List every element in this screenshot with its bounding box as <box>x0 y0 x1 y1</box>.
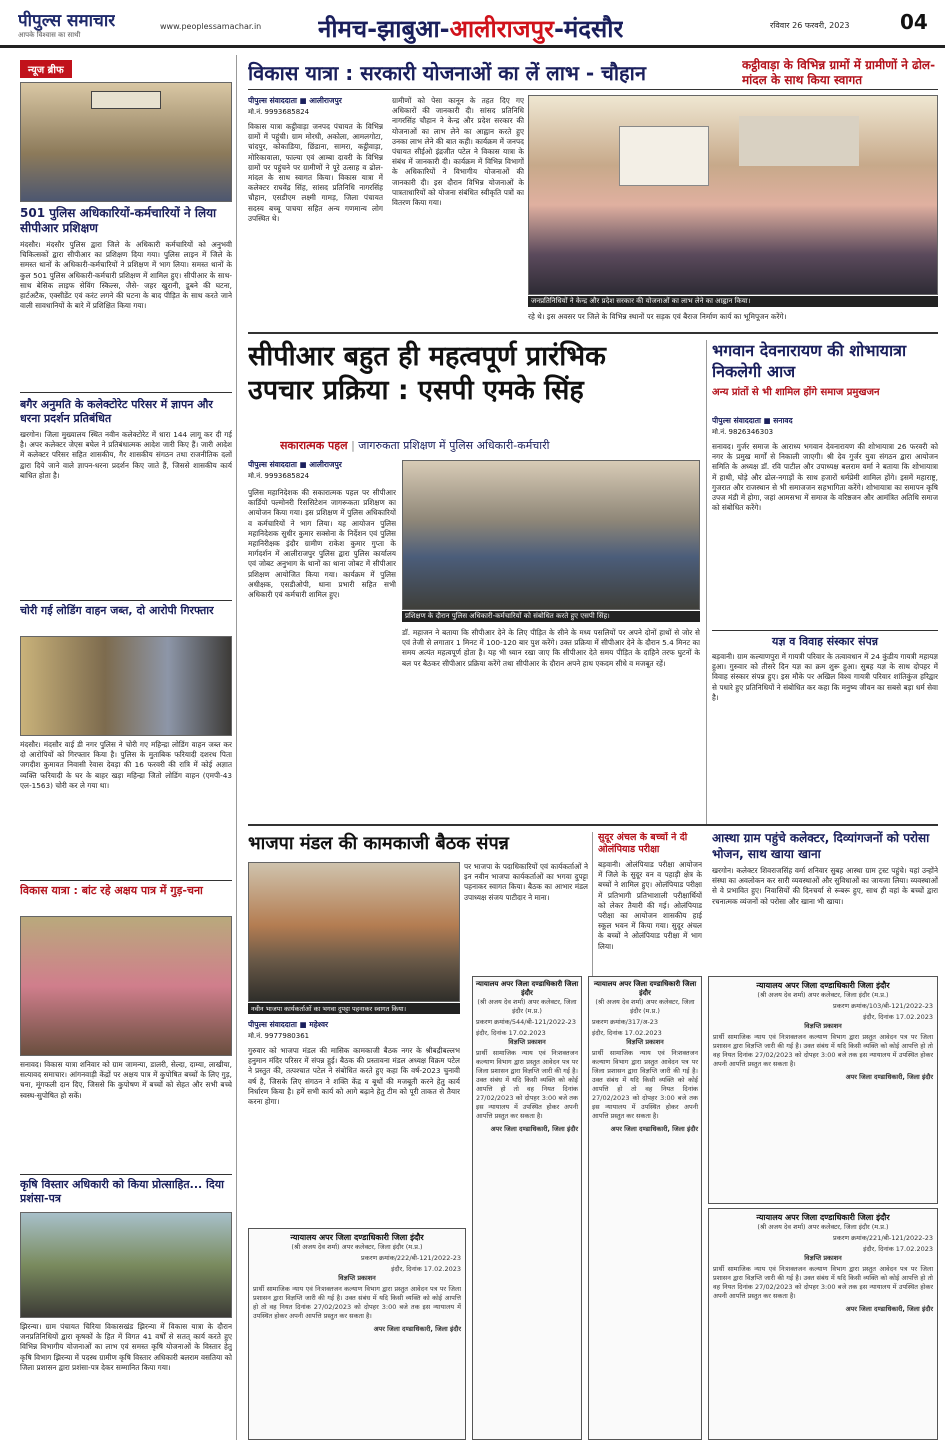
stage-shape <box>739 116 859 166</box>
top-mobile: मो.नं. 9993685824 <box>248 108 310 116</box>
notice-body: प्रार्थी सामाजिक न्याय एवं निःशक्तजन कल्याण विभाग द्वारा प्रस्तुत आवेदन पत्र पर जिला प्रशासन द्वारा विज्ञप्ति जारी की गई है। उक्त संबंध में यदि किसी व्यक्ति को कोई आपत्ति हो तो वह नियत दिनांक 27/02/2023 को दोपहर 3:00 बजे तक इस न्यायालय में उपस्थित होकर अपनी आपत्ति प्रस्तुत कर सकता है। <box>592 1049 698 1120</box>
notice-date: इंदौर, दिनांक 17.02.2023 <box>863 1013 933 1021</box>
aastha-headline: आस्था ग्राम पहुंचे कलेक्टर, दिव्यांगजनों को परोसा भोजन, साथ खाया खाना <box>712 831 930 861</box>
cpr-headline-line-1: सीपीआर बहुत ही महत्वपूर्ण प्रारंभिक <box>248 341 606 372</box>
devnarayan-byline: पीपुल्स संवाददाता ■ सनावद <box>712 416 793 425</box>
legal-notice-1 <box>248 1228 466 1440</box>
newspaper-logo <box>18 8 115 40</box>
notice-type: विज्ञप्ति प्रकाशन <box>804 1254 842 1262</box>
cpr-kicker-line: सकारात्मक पहल | जागरुकता प्रशिक्षण में पुलिस अधिकारी-कर्मचारी <box>280 439 550 452</box>
notice-court: न्यायालय अपर जिला दण्डाधिकारी जिला इंदौर <box>593 980 697 997</box>
notice-signature: अपर जिला दण्डाधिकारी, जिला इंदौर <box>845 1073 933 1081</box>
aastha-body: खरगोन। कलेक्टर शिवराजसिंह वर्मा शनिवार सुबह आस्था ग्राम ट्रस्ट पहुंचे। यहां उन्होंने संस्था का अवलोकन कर सारी व्यवस्थाओं और सुविधाओं का जायजा लिया। व्यवस्थाओं से वे प्रभावित हुए। निवासियों की दिनचर्या से रूबरू हुए, साथ ही वहां के बच्चों द्वारा रचनात्मक व्यंजनों को परोसा और खाना भी खाया। <box>712 866 938 906</box>
cpr-body: पुलिस महानिदेशक की सकारात्मक पहल पर सीपीआर कार्डियो पल्मोनरी रिससिटेशन जागरूकता प्रशिक्षण का आयोजन किया गया। इस प्रशिक्षण में पुलिस अधिकारियों व कर्मचारियों ने भाग लिया। यह आयोजन पुलिस महानिदेशक सुधीर कुमार सक्सेना के निर्देशन एवं पुलिस महानिरीक्षक इंदौर ग्रामीण राकेश कुमार गुप्ता के मार्गदर्शन में आलीराजपुर पुलिस द्वारा पुलिस कार्यालय एवं जोबट अनुभाग के थानों का थाना जोबट में सीपीआर प्रशिक्षण आयोजित किया गया। कार्यक्रम में पुलिस अधीक्षक, एसडीओपी, थाना प्रभारी सहित सभी अधिकारी एवं कर्मचारी शामिल हुए। <box>248 488 396 600</box>
akshay-patra-photo <box>20 916 232 1056</box>
notice-court: न्यायालय अपर जिला दण्डाधिकारी जिला इंदौर <box>475 980 579 997</box>
divider <box>712 630 938 631</box>
column-divider <box>706 340 707 824</box>
notice-case: प्रकरण क्रमांक/103/बी-121/2022-23 <box>833 1002 933 1010</box>
cpr-training-photo <box>20 82 232 202</box>
notice-type: विज्ञप्ति प्रकाशन <box>338 1274 376 1282</box>
logo-subtitle: आपके विश्वास का साथी <box>18 31 81 39</box>
section-divider <box>248 332 938 334</box>
story-2-headline: बगैर अनुमति के कलेक्टोरेट परिसर में ज्ञापन और धरना प्रदर्शन प्रतिबंधित <box>20 398 213 425</box>
divider <box>248 89 938 90</box>
notice-case: प्रकरण क्रमांक/544/बी-121/2022-23 <box>476 1018 576 1026</box>
story-2-body: खरगोन। जिला मुख्यालय स्थित नवीन कलेक्टोरेट में धारा 144 लागू कर दी गई है। अपर कलेक्टर जेएस बघेल ने प्रतिबंधात्मक आदेश जारी किए हैं। जारी आदेश में कलेक्टर परिसर सहित शासकीय, गैर शासकीय संगठन तथा राजनीतिक दलों द्वारा दिये जाने वाले ज्ञापन-धरना प्रदर्शन किए जाते हैं, जिससे शासकीय कार्य बाधित होता है। <box>20 430 232 480</box>
edition-part-1: नीमच-झाबुआ- <box>318 15 450 43</box>
yagya-headline: यज्ञ व विवाह संस्कार संपन्न <box>771 635 879 648</box>
notice-officer: (श्री अजय देव शर्मा) अपर कलेक्टर, जिला इंदौर (म.प्र.) <box>595 998 695 1015</box>
story-3-body: मंदसौर। मंदसौर वाई डी नगर पुलिस ने चोरी गए महिन्द्रा लोडिंग वाहन जब्त कर दो आरोपियों को गिरफ्तार किया है। पुलिस के मुताबिक फरियादी दशरथ पिता जगदीश कुमावत निवासी रेवास देवड़ा की 16 फरवरी की रात्रि में कोई अज्ञात व्यक्ति फरियादी के घर के बाहर खड़ा महिन्द्रा जितो लोडिंग वाहन (एमपी-43 एल-1563) चोरी कर ले गया था। <box>20 740 232 790</box>
devnarayan-headline: भगवान देवनारायण की शोभायात्रा निकलेगी आज <box>712 341 907 381</box>
devnarayan-mobile: मो.नं. 9826346303 <box>712 428 774 436</box>
cpr-subhead: जागरुकता प्रशिक्षण में पुलिस अधिकारी-कर्मचारी <box>358 439 550 452</box>
bjp-photo-caption: नवीन भाजपा कार्यकर्ताओं का भगवा दुपट्टा पहनाकर स्वागत किया। <box>248 1003 460 1014</box>
cpr-headline-line-2: उपचार प्रक्रिया : एसपी एमके सिंह <box>248 375 584 406</box>
story-4-headline: विकास यात्रा : बांट रहे अक्षय पात्र में गुड़-चना <box>20 884 203 897</box>
notice-officer: (श्री अजय देव शर्मा) अपर कलेक्टर, जिला इंदौर (म.प्र.) <box>477 998 577 1015</box>
logo-text: पीपुल्स समाचार <box>18 11 116 31</box>
section-divider <box>248 824 706 826</box>
legal-notice-2 <box>472 976 582 1440</box>
notice-body: प्रार्थी सामाजिक न्याय एवं निःशक्तजन कल्याण विभाग द्वारा प्रस्तुत आवेदन पत्र पर जिला प्रशासन द्वारा विज्ञप्ति जारी की गई है। उक्त संबंध में यदि किसी व्यक्ति को कोई आपत्ति हो तो वह नियत दिनांक 27/02/2023 को दोपहर 3:00 बजे तक इस न्यायालय में उपस्थित होकर अपनी आपत्ति प्रस्तुत कर सकता है। <box>713 1033 933 1068</box>
bjp-body: गुरुवार को भाजपा मंडल की मासिक कामकाजी बैठक नगर के श्रीबद्रीबल्लभ हनुमान मंदिर परिसर में संपन्न हुई। बैठक की प्रस्तावना मंडल अध्यक्ष विक्रम पटेल ने प्रस्तुत की, तत्पश्चात पटेल ने संबोधित करते हुए कहा कि वर्ष-2023 चुनावी वर्ष है, जिसके लिए संगठन ने शक्ति केंद्र व बूथों की मजबूती करने हेतु कार्य निर्धारण किया है। हमें सभी कार्य को आगे बढ़ाने हेतु टीम को पूरी ताकत से तैयार करना होगा। <box>248 1046 460 1107</box>
page-number: 04 <box>900 10 928 34</box>
notice-officer: (श्री अजय देव शर्मा) अपर कलेक्टर, जिला इंदौर (म.प्र.) <box>291 1243 423 1251</box>
top-photo-caption: जनप्रतिनिधियों ने केन्द्र और प्रदेश सरकार की योजनाओं का लाभ लेने का आह्वान किया। <box>528 296 938 307</box>
notice-type: विज्ञप्ति प्रकाशन <box>804 1022 842 1030</box>
notice-signature: अपर जिला दण्डाधिकारी, जिला इंदौर <box>845 1305 933 1313</box>
story-4-body: सनावद। विकास यात्रा शनिवार को ग्राम जामन्या, डालरी, सेल्दा, दाम्या, लाखीया, सत्यावद समाचार। आंगनवाड़ी केंद्रों पर अक्षय पात्र में कुपोषित बच्चों के लिए गुड़, चना, मूंगफली दान दिए, जिससे कि कुपोषण में बच्चों को सेहत और सभी बच्चे स्वस्थ-सुपोषित हो सकें। <box>20 1060 232 1100</box>
divider <box>20 392 232 393</box>
bjp-mobile: मो.नं. 9977980361 <box>248 1032 310 1040</box>
legal-notice-5 <box>708 1208 938 1440</box>
banner-shape <box>91 91 161 109</box>
notice-body: प्रार्थी सामाजिक न्याय एवं निःशक्तजन कल्याण विभाग द्वारा प्रस्तुत आवेदन पत्र पर जिला प्रशासन द्वारा विज्ञप्ति जारी की गई है। उक्त संबंध में यदि किसी व्यक्ति को कोई आपत्ति हो तो वह नियत दिनांक 27/02/2023 को दोपहर 3:00 बजे तक इस न्यायालय में उपस्थित होकर अपनी आपत्ति प्रस्तुत कर सकता है। <box>476 1049 578 1120</box>
notice-case: प्रकरण क्रमांक/317/अ-23 <box>592 1018 659 1026</box>
notice-signature: अपर जिला दण्डाधिकारी, जिला इंदौर <box>490 1125 578 1133</box>
vehicle-seizure-photo <box>20 636 232 736</box>
edition-part-2: आलीराजपुर <box>449 15 554 43</box>
vikas-yatra-photo <box>528 95 938 295</box>
notice-date: इंदौर, दिनांक 17.02.2023 <box>863 1245 933 1253</box>
divider <box>20 600 232 601</box>
edition-part-3: -मंदसौर <box>553 15 624 43</box>
certificate-photo <box>20 1212 232 1318</box>
olympiad-headline: सुदूर अंचल के बच्चों ने दी ओलंपियाड परीक्षा <box>598 832 688 855</box>
divider <box>20 880 232 881</box>
devnarayan-subhead: अन्य प्रांतों से भी शामिल होंगे समाज प्रमुखजन <box>712 387 880 398</box>
cpr-byline: पीपुल्स संवाददाता ■ आलीराजपुर <box>248 460 342 469</box>
banner-shape <box>619 126 709 186</box>
site-url[interactable]: www.peoplessamachar.in <box>160 22 262 31</box>
edition-title <box>318 12 623 45</box>
column-divider <box>592 832 593 977</box>
top-col-1: विकास यात्रा कट्ठीवाड़ा जनपद पंचायत के विभिन्न ग्रामों में पहुंची। ग्राम मोरधी, अकोला, आमलगोटा, चांदपुर, कोकाडिया, छिंडाना, सामरा, कट्ठीवाड़ा, मोरिकावाला, फाल्या एवं आम्बा दावरी के विभिन्न ग्रामों पर पहुंचने पर ग्रामीणों ने पूरे उत्साह व ढोल-मांदल के साथ स्वागत किया। विकास यात्रा में कलेक्टर राघवेंद्र सिंह, सांसद प्रतिनिधि नागरसिंह चौहान, एसडीएम लक्ष्मी गामड़, जिला पंचायत सदस्य बच्चू पाचया सहित अन्य गणमान्य लोग उपस्थित थे। <box>248 122 383 223</box>
notice-signature: अपर जिला दण्डाधिकारी, जिला इंदौर <box>610 1125 698 1133</box>
section-divider <box>706 824 938 826</box>
notice-officer: (श्री अजय देव शर्मा) अपर कलेक्टर, जिला इंदौर (म.प्र.) <box>757 991 889 999</box>
notice-type: विज्ञप्ति प्रकाशन <box>626 1038 664 1046</box>
story-5-headline: कृषि विस्तार अधिकारी को किया प्रोत्साहित... दिया प्रशंसा-पत्र <box>20 1178 224 1205</box>
notice-body: प्रार्थी सामाजिक न्याय एवं निःशक्तजन कल्याण विभाग द्वारा प्रस्तुत आवेदन पत्र पर जिला प्रशासन द्वारा विज्ञप्ति जारी की गई है। उक्त संबंध में यदि किसी व्यक्ति को कोई आपत्ति हो तो वह नियत दिनांक 27/02/2023 को दोपहर 3:00 बजे तक इस न्यायालय में उपस्थित होकर अपनी आपत्ति प्रस्तुत कर सकता है। <box>253 1285 461 1320</box>
dateline: रविवार 26 फरवरी, 2023 <box>770 21 850 30</box>
story-3-headline: चोरी गई लोडिंग वाहन जब्त, दो आरोपी गिरफ्तार <box>20 604 214 617</box>
news-brief-tag: न्यूज ब्रीफ <box>20 60 72 78</box>
story-1-headline: 501 पुलिस अधिकारियों-कर्मचारियों ने लिया सीपीआर प्रशिक्षण <box>20 206 217 235</box>
notice-officer: (श्री अजय देव शर्मा) अपर कलेक्टर, जिला इंदौर (म.प्र.) <box>757 1223 889 1231</box>
bjp-byline: पीपुल्स संवाददाता ■ महेश्वर <box>248 1020 329 1029</box>
story-1-body: मंदसौर। मंदसौर पुलिस द्वारा जिले के अधिकारी कर्मचारियों को अनुभवी चिकित्सकों द्वारा सीपीआर का प्रशिक्षण दिया गया। पुलिस लाइन में जिले के समस्त थानों के अधिकारी-कर्मचारियों ने प्रशिक्षण में भाग लिया। समस्त थानों के कुल 501 पुलिस अधिकारी-कर्मचारी प्रशिक्षण में शामिल हुए। सीपीआर के साथ-साथ बेसिक लाइफ सेविंग स्किल्स, जैसे- जहर खुरानी, डूबने की घटना, हार्टअटैक, एक्सीडेंट एवं करंट लगने की घटना के बाद पीड़ित के साथ करते जाने वाली सावधानियों के बारे में प्रशिक्षित किया गया। <box>20 240 232 311</box>
notice-case: प्रकरण क्रमांक/221/बी-121/2022-23 <box>833 1234 933 1242</box>
notice-signature: अपर जिला दण्डाधिकारी, जिला इंदौर <box>373 1325 461 1333</box>
yagya-body: बड़वानी। ग्राम कल्याणपुरा में गायत्री परिवार के तत्वावधान में 24 कुंडीय गायत्री महायज्ञ हुआ। गुरुवार को तीसरे दिन यज्ञ का क्रम शुरू हुआ। सुबह यज्ञ के साथ दोपहर में विवाह संस्कार संपन्न हुए। इस मौके पर अखिल विश्व गायत्री परिवार शांतिकुंज हरिद्वार से पधारे हुए प्रतिनिधियों ने संबोधित कर कहा कि मनुष्य जीवन का सबसे बड़ा धर्म सेवा है। <box>712 652 938 702</box>
masthead <box>0 0 945 48</box>
column-divider <box>236 55 237 1440</box>
top-col-2: ग्रामीणों को पेसा कानून के तहत दिए गए अधिकारों की जानकारी दी। सांसद प्रतिनिधि नागरसिंह चौहान ने केन्द्र और प्रदेश सरकार की योजनाओं का लाभ लेने का आह्वान करते हुए उनका लाभ लेने की बात कही। कार्यक्रम में जनपद पंचायत सीईओ इंद्रजीत पटेल ने विकास यात्रा के संबंध में जानकारी दी। कार्यक्रम में विभिन्न विभागों के अधिकारियों ने विभागीय योजनाओं की जानकारी दी। इस दौरान विभिन्न योजनाओं के पात्रताधारियों को योजना संबंधित स्वीकृति पत्रों का वितरण किया गया। <box>392 96 524 208</box>
top-side-headline: कट्ठीवाड़ा के विभिन्न ग्रामों में ग्रामीणों ने ढोल-मांदल के साथ किया स्वागत <box>742 58 936 87</box>
devnarayan-body: सनावद। गुर्जर समाज के आराध्य भगवान देवनारायण की शोभायात्रा 26 फरवरी को नगर के प्रमुख मार्गों से निकाली जाएगी। श्री देव गुर्जर युवा संगठन द्वारा आयोजन समिति के अध्यक्ष डॉ. रवि पाटील और उपाध्यक्ष बलराम वर्मा ने बताया कि शोभायात्रा में हाथी, घोड़े और ढोल-नगाड़ों के साथ हजारों धर्मप्रेमी शामिल होंगे। इसमें महाराष्ट्र, गुजरात और राजस्थान से भी समाजजन सहभागिता करेंगे। शोभायात्रा का समापन कृषि उपज मंडी में होगा, जहां आमसभा में समाज के वरिष्ठजन और आमंत्रित अतिथि समाज को संबोधित करेंगे। <box>712 442 938 513</box>
cpr-photo-caption: प्रशिक्षण के दौरान पुलिस अधिकारी-कर्मचारियों को संबोधित करते हुए एसपी सिंह। <box>402 611 700 622</box>
bjp-body-2: पर भाजपा के पदाधिकारियों एवं कार्यकर्ताओं ने इन नवीन भाजपा कार्यकर्ताओं का भगवा दुपट्टा पहनाकर स्वागत किया। बैठक का आभार मंडल उपाध्यक्ष संजय पाटीदार ने माना। <box>464 862 588 902</box>
bjp-headline: भाजपा मंडल की कामकाजी बैठक संपन्न <box>248 833 509 854</box>
cpr-mobile: मो.नं. 9993685824 <box>248 472 310 480</box>
notice-court: न्यायालय अपर जिला दण्डाधिकारी जिला इंदौर <box>756 981 890 990</box>
cpr-training-group-photo <box>402 460 700 610</box>
notice-case: प्रकरण क्रमांक/222/बी-121/2022-23 <box>361 1254 461 1262</box>
cpr-kicker: सकारात्मक पहल <box>280 439 348 452</box>
notice-date: इंदौर, दिनांक 17.02.2023 <box>391 1265 461 1273</box>
legal-notice-3 <box>588 976 702 1440</box>
top-bottom-line: रहे थे। इस अवसर पर जिले के विभिन्न स्थानों पर सड़क एवं बैराज निर्माण कार्य का भूमिपूजन करेंगे। <box>528 312 787 321</box>
notice-date: इंदौर, दिनांक 17.02.2023 <box>592 1029 662 1037</box>
top-headline: विकास यात्रा : सरकारी योजनाओं का लें लाभ - चौहान <box>248 61 646 85</box>
cpr-body-2: डॉ. महाजन ने बताया कि सीपीआर देने के लिए पीड़ित के सीने के मध्य पसलियों पर अपने दोनों हाथों से जोर से एवं तेजी से लगातार 1 मिनट में 100-120 बार पुश करेंगे। उक्त प्रक्रिया में सीपीआर देने के दौरान 5.4 मिनट का समय अत्यंत महत्वपूर्ण होता है। यह भी ध्यान रखा जाए कि सीपीआर देते समय पीड़ित के दाहिने तरफ घुटनों के बल पर बैठकर सीपीआर प्रक्रिया करेंगे तथा सीपीआर के दौरान अपने हाथ एकदम सीधे व मजबूत रहें। <box>402 628 700 668</box>
divider <box>20 1174 232 1175</box>
bjp-meeting-photo <box>248 862 460 1002</box>
legal-notice-4 <box>708 976 938 1204</box>
notice-type: विज्ञप्ति प्रकाशन <box>508 1038 546 1046</box>
cpr-headline <box>248 340 700 408</box>
top-byline: पीपुल्स संवाददाता ■ आलीराजपुर <box>248 96 342 105</box>
notice-date: इंदौर, दिनांक 17.02.2023 <box>476 1029 546 1037</box>
notice-body: प्रार्थी सामाजिक न्याय एवं निःशक्तजन कल्याण विभाग द्वारा प्रस्तुत आवेदन पत्र पर जिला प्रशासन द्वारा विज्ञप्ति जारी की गई है। उक्त संबंध में यदि किसी व्यक्ति को कोई आपत्ति हो तो वह नियत दिनांक 27/02/2023 को दोपहर 3:00 बजे तक इस न्यायालय में उपस्थित होकर अपनी आपत्ति प्रस्तुत कर सकता है। <box>713 1265 933 1300</box>
notice-court: न्यायालय अपर जिला दण्डाधिकारी जिला इंदौर <box>756 1213 890 1222</box>
notice-court: न्यायालय अपर जिला दण्डाधिकारी जिला इंदौर <box>290 1233 424 1242</box>
olympiad-body: बड़वानी। ओलंपियाड परीक्षा आयोजन में जिले के सुदूर वन व पहाड़ी क्षेत्र के बच्चों ने शामिल हुए। ओलंपियाड परीक्षा में प्रतिभागी प्रतिभाशाली परीक्षार्थियों को लेकर तैयारी की गई। ओलंपियाड परीक्षा का आयोजन शासकीय हाई स्कूल भवन में किया गया। सुदूर अंचल के बच्चों ने ओलंपियाड परीक्षा में भाग लिया। <box>598 860 702 951</box>
story-5-body: झिरन्या। ग्राम पंचायत चिरिया विकासखंड झिरन्या में विकास यात्रा के दौरान जनप्रतिनिधियों द्वारा कृषकों के हित में विगत 41 वर्षों से सतत् कार्य करते हुए विभिन्न विभागीय योजनाओं का लाभ एवं समस्त कृषि योजनाओं के विस्तार हेतु कृषि विभाग झिरन्या में पदस्थ ग्रामीण कृषि विस्तार अधिकारी बलराम वसतिया को जिला प्रशासन द्वारा प्रशंसा-पत्र देकर सम्मानित किया गया। <box>20 1322 232 1372</box>
